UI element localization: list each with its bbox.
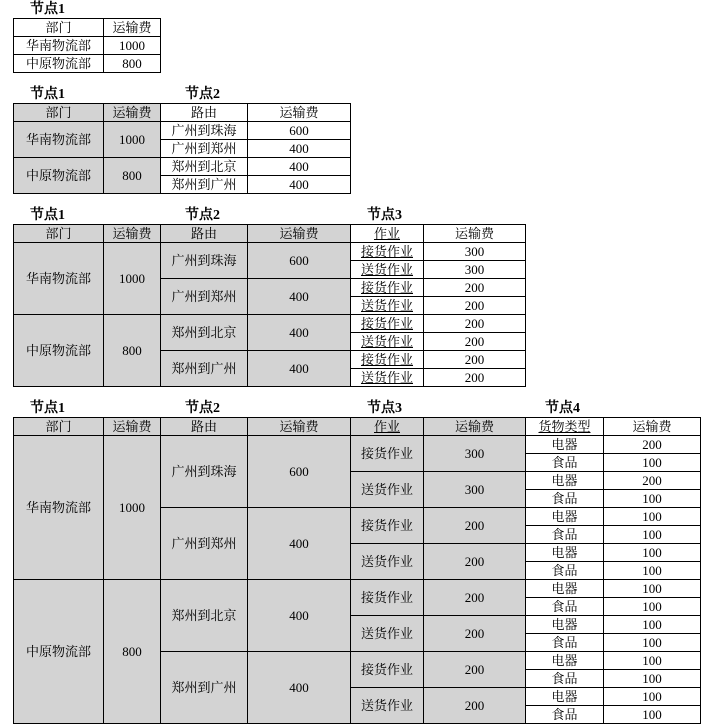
table-cell: 200 bbox=[424, 616, 526, 652]
table-cell: 食品 bbox=[526, 598, 604, 616]
table-cell: 食品 bbox=[526, 634, 604, 652]
table-cell: 100 bbox=[604, 652, 701, 670]
table-cell: 食品 bbox=[526, 490, 604, 508]
table-cell: 600 bbox=[248, 122, 351, 140]
node-table-3 bbox=[13, 224, 526, 387]
table-cell: 送货作业 bbox=[351, 688, 424, 724]
table-cell: 接货作业 bbox=[351, 351, 424, 369]
node-title: 节点2 bbox=[185, 401, 220, 416]
table-cell: 400 bbox=[248, 351, 351, 387]
column-header: 路由 bbox=[161, 104, 248, 122]
table-cell: 电器 bbox=[526, 436, 604, 454]
header-row bbox=[14, 418, 701, 436]
table-cell: 400 bbox=[248, 176, 351, 194]
node-titles-row bbox=[13, 2, 707, 18]
table-cell: 食品 bbox=[526, 706, 604, 724]
table-cell: 广州到珠海 bbox=[161, 122, 248, 140]
table-cell: 接货作业 bbox=[351, 436, 424, 472]
table-row bbox=[14, 37, 161, 55]
node-table-4 bbox=[13, 417, 701, 724]
table-cell: 送货作业 bbox=[351, 472, 424, 508]
table-row bbox=[14, 315, 526, 333]
table-cell: 中原物流部 bbox=[14, 158, 104, 194]
table-cell: 接货作业 bbox=[351, 652, 424, 688]
table-cell: 华南物流部 bbox=[14, 436, 104, 580]
table-cell: 郑州到北京 bbox=[161, 315, 248, 351]
table-cell: 广州到郑州 bbox=[161, 279, 248, 315]
table-cell: 400 bbox=[248, 279, 351, 315]
table-row bbox=[14, 243, 526, 261]
node-table-3-block bbox=[13, 208, 707, 387]
table-cell: 200 bbox=[424, 652, 526, 688]
table-row bbox=[14, 580, 701, 598]
table-cell: 食品 bbox=[526, 454, 604, 472]
table-cell: 200 bbox=[604, 436, 701, 454]
node-titles-row bbox=[13, 401, 707, 417]
table-cell: 100 bbox=[604, 508, 701, 526]
table-cell: 300 bbox=[424, 436, 526, 472]
header-row bbox=[14, 104, 351, 122]
table-cell: 电器 bbox=[526, 652, 604, 670]
table-cell: 200 bbox=[424, 369, 526, 387]
table-cell: 电器 bbox=[526, 544, 604, 562]
table-cell: 400 bbox=[248, 158, 351, 176]
table-cell: 广州到珠海 bbox=[161, 243, 248, 279]
table-cell: 送货作业 bbox=[351, 369, 424, 387]
table-cell: 800 bbox=[104, 315, 161, 387]
table-cell: 300 bbox=[424, 472, 526, 508]
table-cell: 郑州到广州 bbox=[161, 176, 248, 194]
table-cell: 1000 bbox=[104, 243, 161, 315]
column-header: 运输费 bbox=[104, 19, 161, 37]
column-header: 部门 bbox=[14, 225, 104, 243]
node-title: 节点1 bbox=[30, 208, 65, 223]
node-title: 节点2 bbox=[185, 208, 220, 223]
table-cell: 电器 bbox=[526, 616, 604, 634]
table-cell: 800 bbox=[104, 55, 161, 73]
node-table-1-block bbox=[13, 2, 707, 73]
column-header: 运输费 bbox=[104, 104, 161, 122]
table-cell: 400 bbox=[248, 508, 351, 580]
table-cell: 100 bbox=[604, 616, 701, 634]
table-cell: 200 bbox=[424, 279, 526, 297]
table-cell: 200 bbox=[424, 544, 526, 580]
table-cell: 300 bbox=[424, 261, 526, 279]
table-row bbox=[14, 158, 351, 176]
table-cell: 400 bbox=[248, 140, 351, 158]
column-header: 部门 bbox=[14, 19, 104, 37]
column-header: 作业 bbox=[351, 418, 424, 436]
column-header: 运输费 bbox=[248, 418, 351, 436]
column-header: 路由 bbox=[161, 418, 248, 436]
table-cell: 100 bbox=[604, 562, 701, 580]
node-table-1 bbox=[13, 18, 161, 73]
table-cell: 郑州到北京 bbox=[161, 580, 248, 652]
node-table-2-block bbox=[13, 87, 707, 194]
table-cell: 400 bbox=[248, 652, 351, 724]
table-cell: 200 bbox=[424, 333, 526, 351]
table-row bbox=[14, 55, 161, 73]
table-cell: 100 bbox=[604, 670, 701, 688]
table-cell: 200 bbox=[424, 315, 526, 333]
table-cell: 接货作业 bbox=[351, 279, 424, 297]
table-cell: 电器 bbox=[526, 580, 604, 598]
table-cell: 100 bbox=[604, 544, 701, 562]
table-cell: 接货作业 bbox=[351, 580, 424, 616]
table-cell: 电器 bbox=[526, 472, 604, 490]
table-cell: 广州到珠海 bbox=[161, 436, 248, 508]
table-cell: 200 bbox=[424, 580, 526, 616]
table-cell: 食品 bbox=[526, 526, 604, 544]
table-cell: 送货作业 bbox=[351, 261, 424, 279]
table-cell: 400 bbox=[248, 315, 351, 351]
node-title: 节点3 bbox=[367, 401, 402, 416]
table-cell: 华南物流部 bbox=[14, 243, 104, 315]
table-cell: 食品 bbox=[526, 562, 604, 580]
table-cell: 200 bbox=[424, 688, 526, 724]
table-cell: 送货作业 bbox=[351, 544, 424, 580]
table-cell: 郑州到北京 bbox=[161, 158, 248, 176]
table-cell: 400 bbox=[248, 580, 351, 652]
column-header: 部门 bbox=[14, 418, 104, 436]
table-cell: 300 bbox=[424, 243, 526, 261]
table-cell: 送货作业 bbox=[351, 616, 424, 652]
table-cell: 200 bbox=[604, 472, 701, 490]
table-cell: 1000 bbox=[104, 436, 161, 580]
table-cell: 100 bbox=[604, 490, 701, 508]
node-title: 节点2 bbox=[185, 87, 220, 102]
table-cell: 600 bbox=[248, 243, 351, 279]
column-header: 部门 bbox=[14, 104, 104, 122]
column-header: 路由 bbox=[161, 225, 248, 243]
table-cell: 广州到郑州 bbox=[161, 508, 248, 580]
column-header: 作业 bbox=[351, 225, 424, 243]
table-cell: 800 bbox=[104, 158, 161, 194]
table-row bbox=[14, 122, 351, 140]
column-header: 货物类型 bbox=[526, 418, 604, 436]
node-title: 节点1 bbox=[30, 401, 65, 416]
table-cell: 电器 bbox=[526, 688, 604, 706]
table-cell: 电器 bbox=[526, 508, 604, 526]
column-header: 运输费 bbox=[248, 104, 351, 122]
table-cell: 100 bbox=[604, 706, 701, 724]
table-cell: 中原物流部 bbox=[14, 55, 104, 73]
node-title: 节点1 bbox=[30, 87, 65, 102]
table-cell: 食品 bbox=[526, 670, 604, 688]
table-cell: 华南物流部 bbox=[14, 37, 104, 55]
table-cell: 郑州到广州 bbox=[161, 652, 248, 724]
header-row bbox=[14, 225, 526, 243]
table-cell: 中原物流部 bbox=[14, 315, 104, 387]
node-title: 节点4 bbox=[545, 401, 580, 416]
table-cell: 接货作业 bbox=[351, 508, 424, 544]
table-cell: 200 bbox=[424, 297, 526, 315]
table-cell: 送货作业 bbox=[351, 297, 424, 315]
table-cell: 华南物流部 bbox=[14, 122, 104, 158]
table-cell: 中原物流部 bbox=[14, 580, 104, 724]
node-title: 节点3 bbox=[367, 208, 402, 223]
node-table-4-block bbox=[13, 401, 707, 724]
column-header: 运输费 bbox=[104, 225, 161, 243]
table-cell: 100 bbox=[604, 634, 701, 652]
column-header: 运输费 bbox=[104, 418, 161, 436]
node-table-2 bbox=[13, 103, 351, 194]
node-title: 节点1 bbox=[30, 2, 65, 17]
column-header: 运输费 bbox=[424, 225, 526, 243]
header-row bbox=[14, 19, 161, 37]
table-cell: 1000 bbox=[104, 122, 161, 158]
table-cell: 100 bbox=[604, 598, 701, 616]
table-cell: 200 bbox=[424, 508, 526, 544]
column-header: 运输费 bbox=[424, 418, 526, 436]
column-header: 运输费 bbox=[604, 418, 701, 436]
table-cell: 送货作业 bbox=[351, 333, 424, 351]
table-cell: 接货作业 bbox=[351, 315, 424, 333]
node-titles-row bbox=[13, 208, 707, 224]
table-cell: 1000 bbox=[104, 37, 161, 55]
table-cell: 接货作业 bbox=[351, 243, 424, 261]
table-cell: 100 bbox=[604, 688, 701, 706]
node-titles-row bbox=[13, 87, 707, 103]
table-cell: 郑州到广州 bbox=[161, 351, 248, 387]
table-cell: 100 bbox=[604, 454, 701, 472]
table-cell: 200 bbox=[424, 351, 526, 369]
table-cell: 广州到郑州 bbox=[161, 140, 248, 158]
table-cell: 800 bbox=[104, 580, 161, 724]
table-cell: 100 bbox=[604, 580, 701, 598]
column-header: 运输费 bbox=[248, 225, 351, 243]
table-row bbox=[14, 436, 701, 454]
table-cell: 100 bbox=[604, 526, 701, 544]
table-cell: 600 bbox=[248, 436, 351, 508]
